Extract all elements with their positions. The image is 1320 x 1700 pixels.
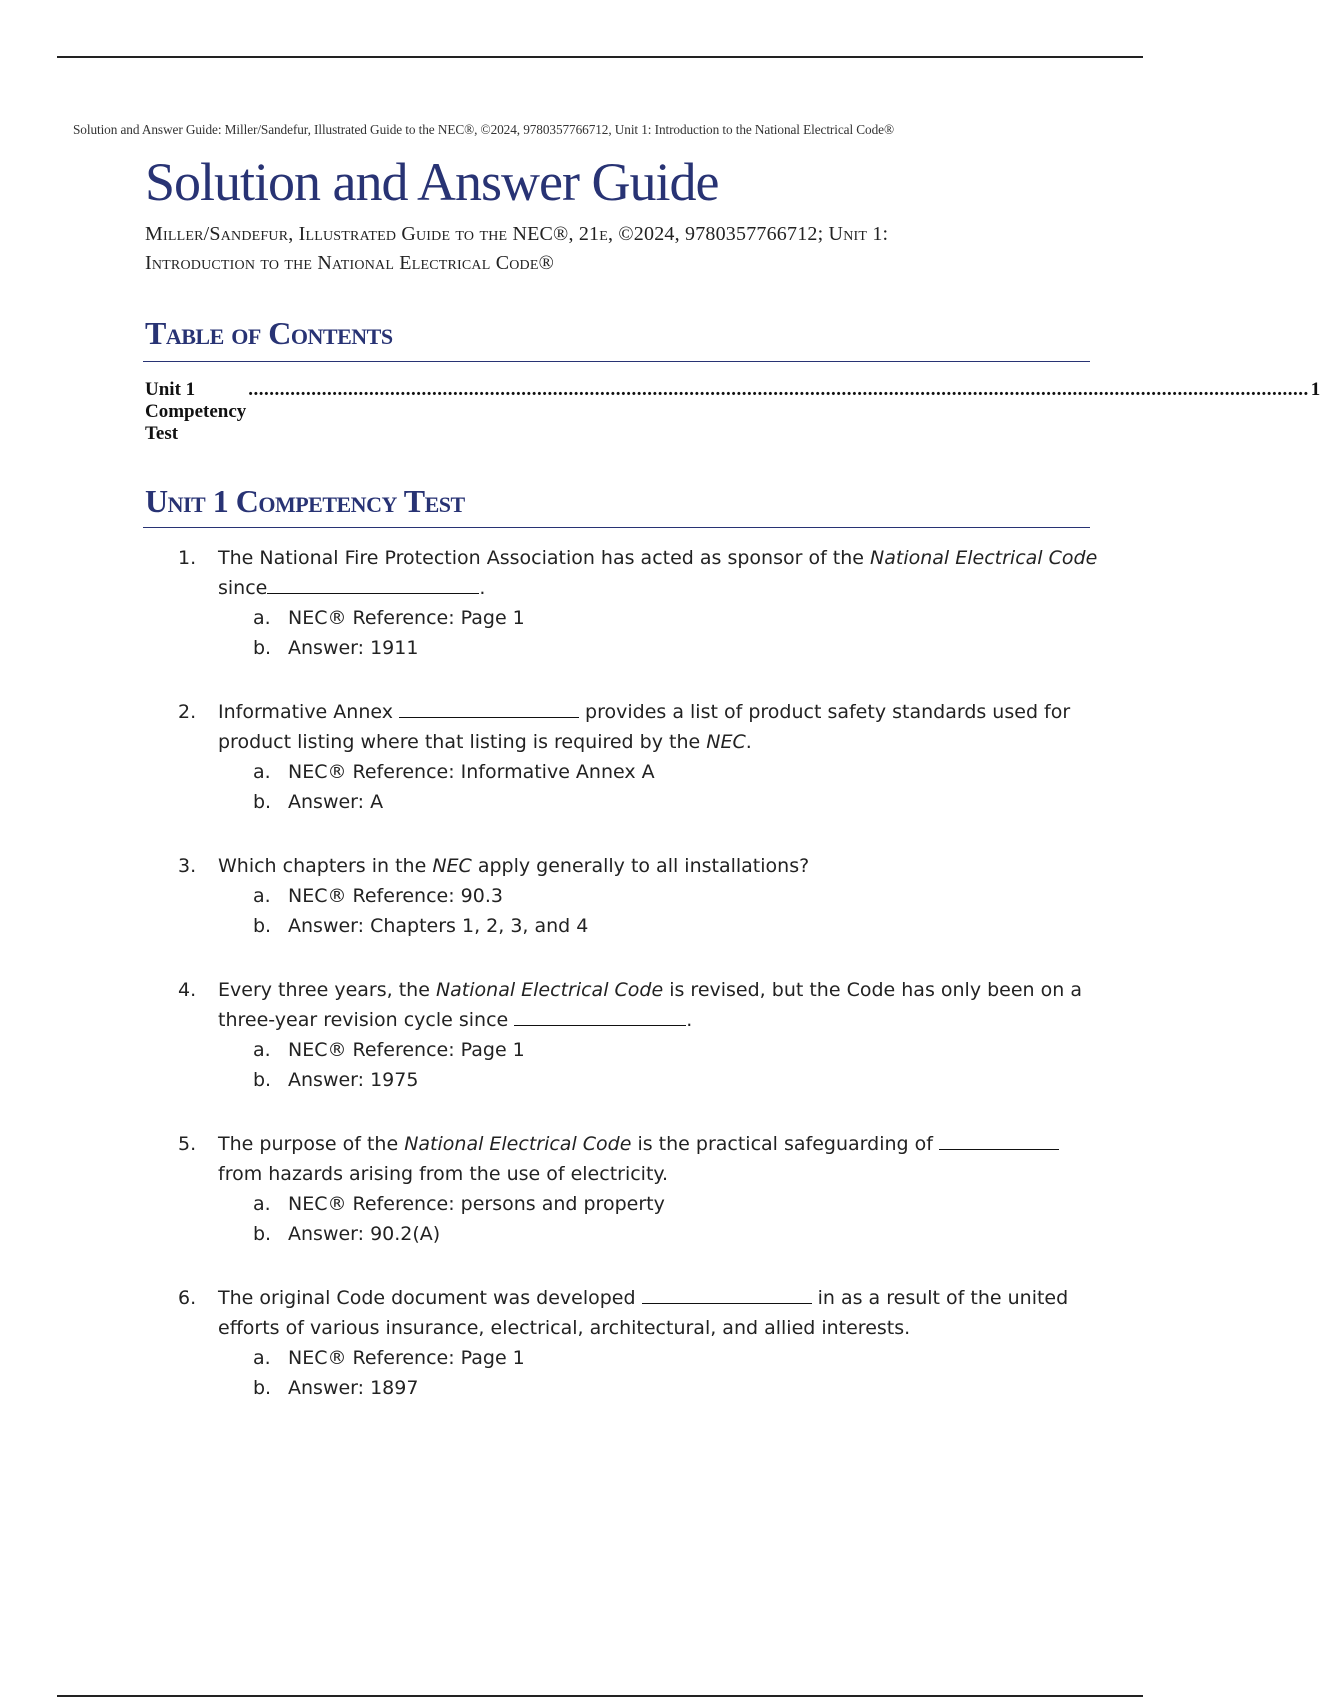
reference-line: a. NEC® Reference: Informative Annex A xyxy=(253,761,655,783)
question-number: 4. xyxy=(178,979,197,1001)
question-text: The original Code document was developed in as a result of the united efforts of various insurance, electrical, architectural, and allied interests. xyxy=(218,1287,1069,1339)
answer-line: b. Answer: 1975 xyxy=(253,1069,419,1091)
answer-blank xyxy=(267,575,479,594)
answer-line: b. Answer: 90.2(A) xyxy=(253,1223,441,1245)
question-2 xyxy=(178,697,1098,817)
answer-line: b. Answer: 1897 xyxy=(253,1377,419,1399)
answer-line: b. Answer: A xyxy=(253,791,384,813)
toc-heading-rule xyxy=(143,361,1090,362)
reference-line: a. NEC® Reference: 90.3 xyxy=(253,885,503,907)
question-text: Which chapters in the NEC apply generally to all installations? xyxy=(218,855,810,877)
toc-heading: Table of Contents xyxy=(145,315,393,351)
question-3 xyxy=(178,851,1098,941)
question-number: 1. xyxy=(178,547,197,569)
document-title: Solution and Answer Guide xyxy=(145,152,719,212)
document-subtitle xyxy=(145,220,1075,278)
question-number: 6. xyxy=(178,1287,197,1309)
unit-heading-rule xyxy=(143,527,1090,528)
top-rule xyxy=(57,56,1143,58)
question-number: 2. xyxy=(178,701,197,723)
question-1 xyxy=(178,543,1098,663)
question-6 xyxy=(178,1283,1098,1403)
question-text: Every three years, the National Electrical Code is revised, but the Code has only been on a three-year revision cycle since . xyxy=(218,979,1082,1031)
answer-blank xyxy=(939,1131,1059,1150)
reference-line: a. NEC® Reference: persons and property xyxy=(253,1193,665,1215)
toc-entry[interactable] xyxy=(145,379,1320,445)
question-text: The purpose of the National Electrical Code is the practical safeguarding of from hazards arising from the use of electricity. xyxy=(218,1129,1098,1189)
subtitle-line-1: Miller/Sandefur, Illustrated Guide to the NEC®, 21e, ©2024, 9780357766712; Unit 1: xyxy=(145,223,889,245)
reference-line: a. NEC® Reference: Page 1 xyxy=(253,607,525,629)
toc-entry-label: Unit 1 Competency Test xyxy=(145,379,247,444)
reference-line: a. NEC® Reference: Page 1 xyxy=(253,1347,525,1369)
question-text: Informative Annex provides a list of product safety standards used for product listing where that listing is required by the NEC. xyxy=(218,701,1071,753)
bottom-rule xyxy=(57,1695,1143,1697)
answer-blank xyxy=(642,1285,812,1304)
question-4 xyxy=(178,975,1098,1095)
running-header: Solution and Answer Guide: Miller/Sandefur, Illustrated Guide to the NEC®, ©2024, 9780357766712, Unit 1: Introduction to the National Electrical Code® xyxy=(73,122,894,137)
unit-heading: Unit 1 Competency Test xyxy=(145,483,465,519)
question-list xyxy=(178,543,1098,1437)
toc-dot-leader: .......................................................................................................................................................................................................... xyxy=(248,379,1309,400)
answer-blank xyxy=(399,699,579,718)
answer-line: b. Answer: 1911 xyxy=(253,637,419,659)
answer-line: b. Answer: Chapters 1, 2, 3, and 4 xyxy=(253,915,589,937)
answer-blank xyxy=(514,1007,686,1026)
question-5 xyxy=(178,1129,1098,1249)
question-number: 3. xyxy=(178,855,197,877)
toc-entry-page: 1 xyxy=(1310,379,1320,400)
reference-line: a. NEC® Reference: Page 1 xyxy=(253,1039,525,1061)
question-number: 5. xyxy=(178,1133,197,1155)
question-text: The National Fire Protection Association has acted as sponsor of the National Electrical Code since . xyxy=(218,547,1098,599)
subtitle-line-2: Introduction to the National Electrical Code® xyxy=(145,252,555,274)
